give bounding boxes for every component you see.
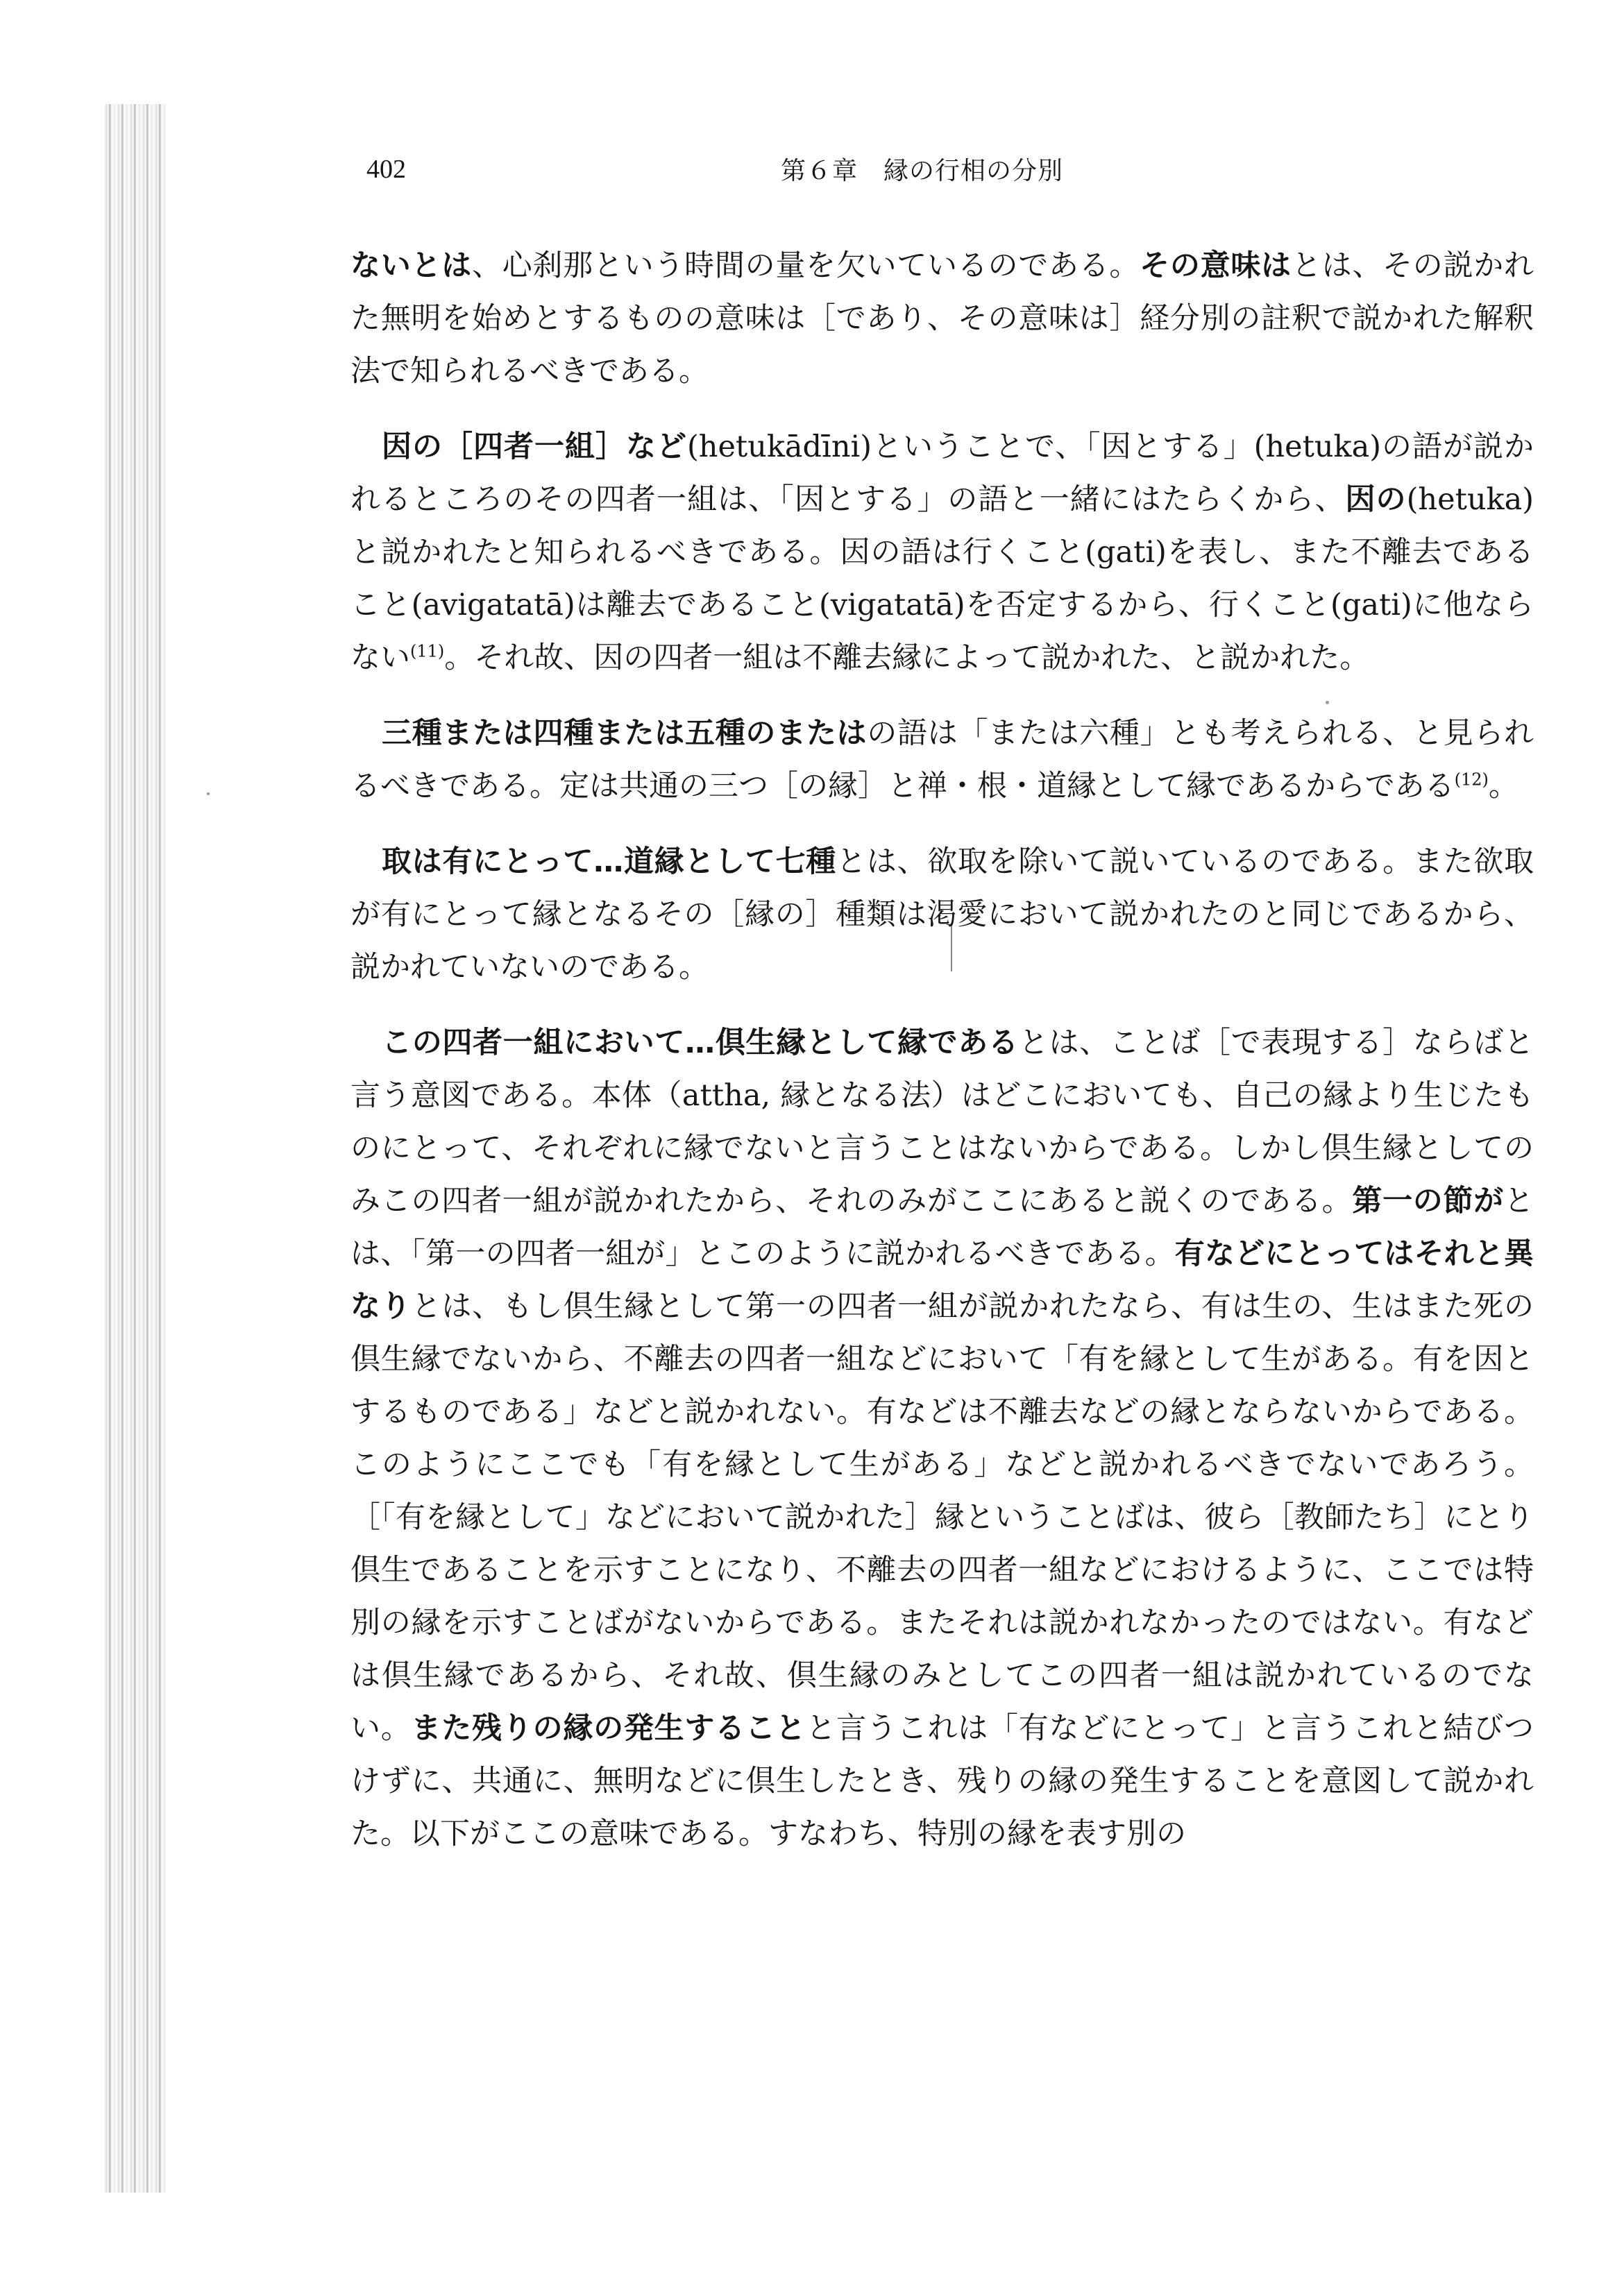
bold-term: 有などにとってはそれと異なり bbox=[350, 1236, 1534, 1324]
page-number: 402 bbox=[366, 155, 406, 184]
paragraph bbox=[350, 835, 1534, 994]
text-run: の語は「または六種」とも考えられる、と見られるべきである。定は共通の三つ［の縁］と禅・根・道縁として縁であるからである bbox=[350, 716, 1534, 803]
book-binding-shadow bbox=[104, 104, 167, 2193]
text-run: 。それ故、因の四者一組は不離去縁によって説かれた、と説かれた。 bbox=[444, 640, 1370, 675]
footnote-ref: (11) bbox=[410, 641, 445, 661]
text-run: 、心刹那という時間の量を欠いているのである。 bbox=[471, 248, 1140, 283]
bold-term: また残りの縁の発生すること bbox=[411, 1711, 806, 1746]
footnote-ref: (12) bbox=[1454, 769, 1489, 790]
body-text bbox=[350, 239, 1534, 1883]
scan-speck bbox=[207, 792, 210, 795]
bold-term: この四者一組において…倶生縁として縁である bbox=[382, 1026, 1019, 1060]
text-run: とは、「第一の四者一組が」とこのように説かれるべきである。 bbox=[350, 1184, 1534, 1271]
text-run: とは、ことば［で表現する］ならばと言う意図である。本体（attha, 縁となる法）はどこにおいても、自己の縁より生じたものにとって、それぞれに縁でないと言うことはないからである。しかし倶生縁としてのみこの四者一組が説かれたから、それのみがここにあると説くのである。 bbox=[350, 1026, 1534, 1218]
bold-term: 取は有にとって…道縁として七種 bbox=[382, 844, 837, 879]
bold-term: その意味は bbox=[1140, 248, 1292, 283]
text-run: とは、その説かれた無明を始めとするものの意味は［であり、その意味は］経分別の註釈で説かれた解釈法で知られるべきである。 bbox=[350, 248, 1534, 389]
text-run: とは、もし倶生縁として第一の四者一組が説かれたなら、有は生の、生はまた死の倶生縁でないから、不離去の四者一組などにおいて「有を縁として生がある。有を因とするものである」などと説かれない。有などは不離去などの縁とならないからである。このようにここでも「有を縁として生がある」などと説かれるべきでないであろう。［「有を縁として」などにおいて説かれた］縁ということばは、彼ら［教師たち］にとり倶生であることを示すことになり、不離去の四者一組などにおけるように、ここでは特別の縁を示すことばがないからである。またそれは説かれなかったのではない。有などは倶生縁であるから、それ故、倶生縁のみとしてこの四者一組は説かれているのでない。 bbox=[350, 1289, 1534, 1746]
text-run: (hetukādīni)ということで、「因とする」(hetuka)の語が説かれるところのその四者一組は、「因とする」の語と一緒にはたらくから、 bbox=[350, 430, 1534, 517]
paragraph bbox=[350, 707, 1534, 813]
paragraph bbox=[350, 420, 1534, 684]
text-run: と言うこれは「有などにとって」と言うこれと結びつけずに、共通に、無明などに倶生したとき、残りの縁の発生することを意図して説かれた。以下がここの意味である。すなわち、特別の縁を表す別の bbox=[350, 1711, 1534, 1851]
running-header: 第６章 縁の行相の分別 bbox=[781, 157, 1064, 185]
bold-term: 因の［四者一組］など bbox=[382, 430, 687, 464]
bold-term: 第一の節が bbox=[1352, 1184, 1505, 1218]
text-run: とは、欲取を除いて説いているのである。また欲取が有にとって縁となるその［縁の］種類は渇愛において説かれたのと同じであるから、説かれていないのである。 bbox=[350, 844, 1534, 985]
bold-term: 因の bbox=[1345, 482, 1407, 517]
text-run: 。 bbox=[1488, 769, 1519, 803]
bold-term: 三種または四種または五種のまたは bbox=[382, 716, 868, 751]
text-run: (hetuka)と説かれたと知られるべきである。因の語は行くこと(gati)を表し、また不離去であること(avigatatā)は離去であること(vigatatā)を否定するから、行くこと(gati)に他ならない bbox=[350, 482, 1534, 675]
bold-term: ないとは bbox=[350, 248, 472, 283]
paragraph bbox=[350, 239, 1534, 398]
paragraph bbox=[350, 1017, 1534, 1860]
